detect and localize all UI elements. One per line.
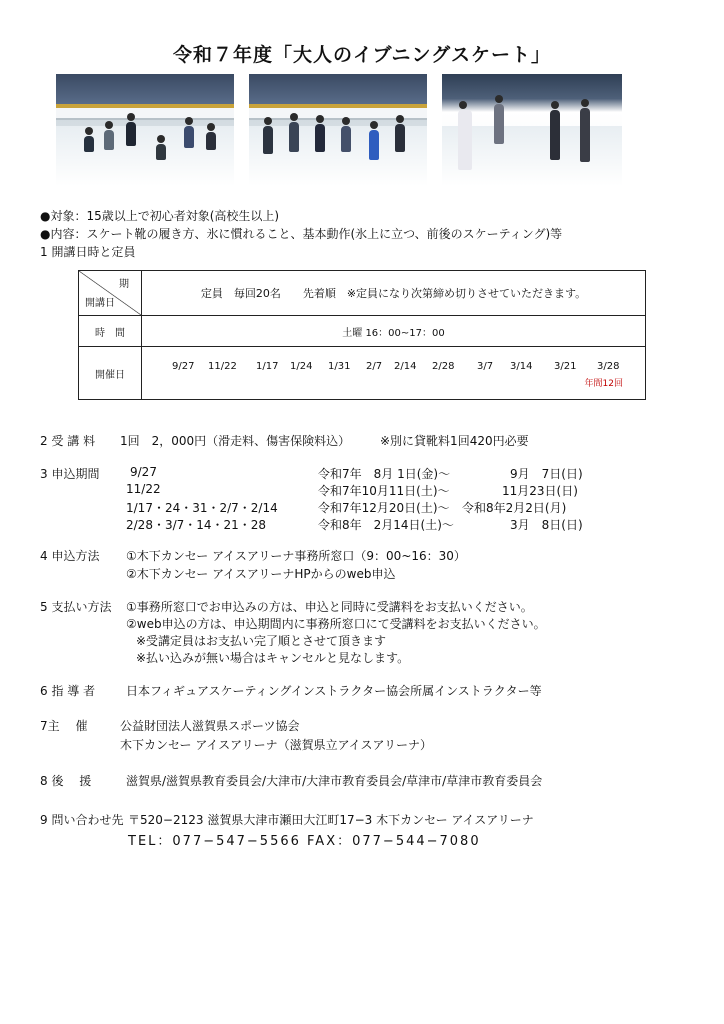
host-line: 公益財団法人滋賀県スポーツ協会 xyxy=(120,719,300,733)
schedule-table xyxy=(78,270,646,400)
period-course: 1/17・24・31・2/7・2/14 xyxy=(126,501,278,515)
period-course: 2/28・3/7・14・21・28 xyxy=(126,518,267,532)
corner-bottom-label: 開講日 xyxy=(85,298,115,309)
period-from: 令和8年 2月14日(土)～ xyxy=(318,518,454,532)
contact-label: 9 問い合わせ先 xyxy=(40,813,124,827)
date-item: 1/17 xyxy=(256,361,279,372)
date-item: 3/28 xyxy=(597,361,620,372)
support-label: 8 後 援 xyxy=(40,774,92,788)
payment-item: ※払い込みが無い場合はキャンセルと見なします。 xyxy=(136,651,410,665)
section1-title: 1 開講日時と定員 xyxy=(40,245,136,259)
instructor-demonstration-photo xyxy=(442,74,622,186)
time-label: 時 間 xyxy=(79,316,142,347)
corner-top-label: 期 xyxy=(119,279,129,290)
date-item: 3/21 xyxy=(554,361,577,372)
period-to: 11月23日(日) xyxy=(502,484,578,498)
time-value: 土曜 16：00~17：00 xyxy=(142,316,646,347)
host-label: 7主 催 xyxy=(40,719,88,733)
instructor-label: 6 指 導 者 xyxy=(40,684,96,698)
date-item: 2/28 xyxy=(432,361,455,372)
apply-period-label: 3 申込期間 xyxy=(40,467,100,481)
fee-label: 2 受 講 料 xyxy=(40,434,96,448)
period-to: 9月 7日(日) xyxy=(510,467,583,481)
date-item: 1/31 xyxy=(328,361,351,372)
fee-value: 1回 2，000円（滑走料、傷害保険料込） xyxy=(120,434,351,448)
payment-item: ①事務所窓口でお申込みの方は、申込と同時に受講料をお支払いください。 xyxy=(126,600,533,614)
total-sessions: 年間12回 xyxy=(584,379,623,389)
contact-address: 〒520−2123 滋賀県大津市瀬田大江町17−3 木下カンセー アイスアリーナ xyxy=(128,813,534,827)
period-course: 11/22 xyxy=(126,482,161,496)
date-item: 3/14 xyxy=(510,361,533,372)
group-skating-photo xyxy=(249,74,427,186)
date-item: 2/14 xyxy=(394,361,417,372)
apply-method-label: 4 申込方法 xyxy=(40,549,100,563)
period-from: 令和7年 8月 1日(金)～ xyxy=(318,467,451,481)
apply-method-item: ②木下カンセー アイスアリーナHPからのweb申込 xyxy=(126,567,396,581)
date-item: 2/7 xyxy=(366,361,383,372)
date-item: 3/7 xyxy=(477,361,494,372)
date-item: 11/22 xyxy=(208,361,237,372)
apply-method-item: ①木下カンセー アイスアリーナ事務所窓口（9：00~16：30） xyxy=(126,549,466,563)
content-text: ●内容：スケート靴の履き方、氷に慣れること、基本動作(氷上に立つ、前後のスケーティング)等 xyxy=(40,227,563,241)
period-to: 令和8年2月2日(月) xyxy=(462,501,567,515)
payment-item: ※受講定員はお支払い完了順とさせて頂きます xyxy=(136,634,387,648)
date-label: 開催日 xyxy=(79,347,142,400)
support-value: 滋賀県/滋賀県教育委員会/大津市/大津市教育委員会/草津市/草津市教育委員会 xyxy=(126,774,543,788)
table-corner-cell xyxy=(79,271,142,316)
date-item: 1/24 xyxy=(290,361,313,372)
capacity-cell: 定員 毎回20名 先着順 ※定員になり次第締め切りさせていただきます。 xyxy=(142,271,646,316)
payment-label: 5 支払い方法 xyxy=(40,600,112,614)
period-from: 令和7年12月20日(土)～ xyxy=(318,501,450,515)
period-from: 令和7年10月11日(土)～ xyxy=(318,484,450,498)
contact-phone: TEL：077−547−5566 FAX：077−544−7080 xyxy=(128,834,481,849)
target-text: ●対象：15歳以上で初心者対象(高校生以上) xyxy=(40,209,280,223)
date-item: 9/27 xyxy=(172,361,195,372)
dates-cell xyxy=(142,347,646,400)
host-line: 木下カンセー アイスアリーナ（滋賀県立アイスアリーナ） xyxy=(120,738,432,752)
skaters-crouching-photo xyxy=(56,74,234,186)
overview xyxy=(40,207,562,261)
instructor-value: 日本フィギュアスケーティングインストラクター協会所属インストラクター等 xyxy=(126,684,542,698)
page-title: 令和７年度「大人のイブニングスケート」 xyxy=(173,44,551,66)
period-course: 9/27 xyxy=(130,465,157,479)
fee-note: ※別に貸靴料1回420円必要 xyxy=(380,434,529,448)
payment-item: ②web申込の方は、申込期間内に事務所窓口にて受講料をお支払いください。 xyxy=(126,617,546,631)
period-to: 3月 8日(日) xyxy=(510,518,583,532)
